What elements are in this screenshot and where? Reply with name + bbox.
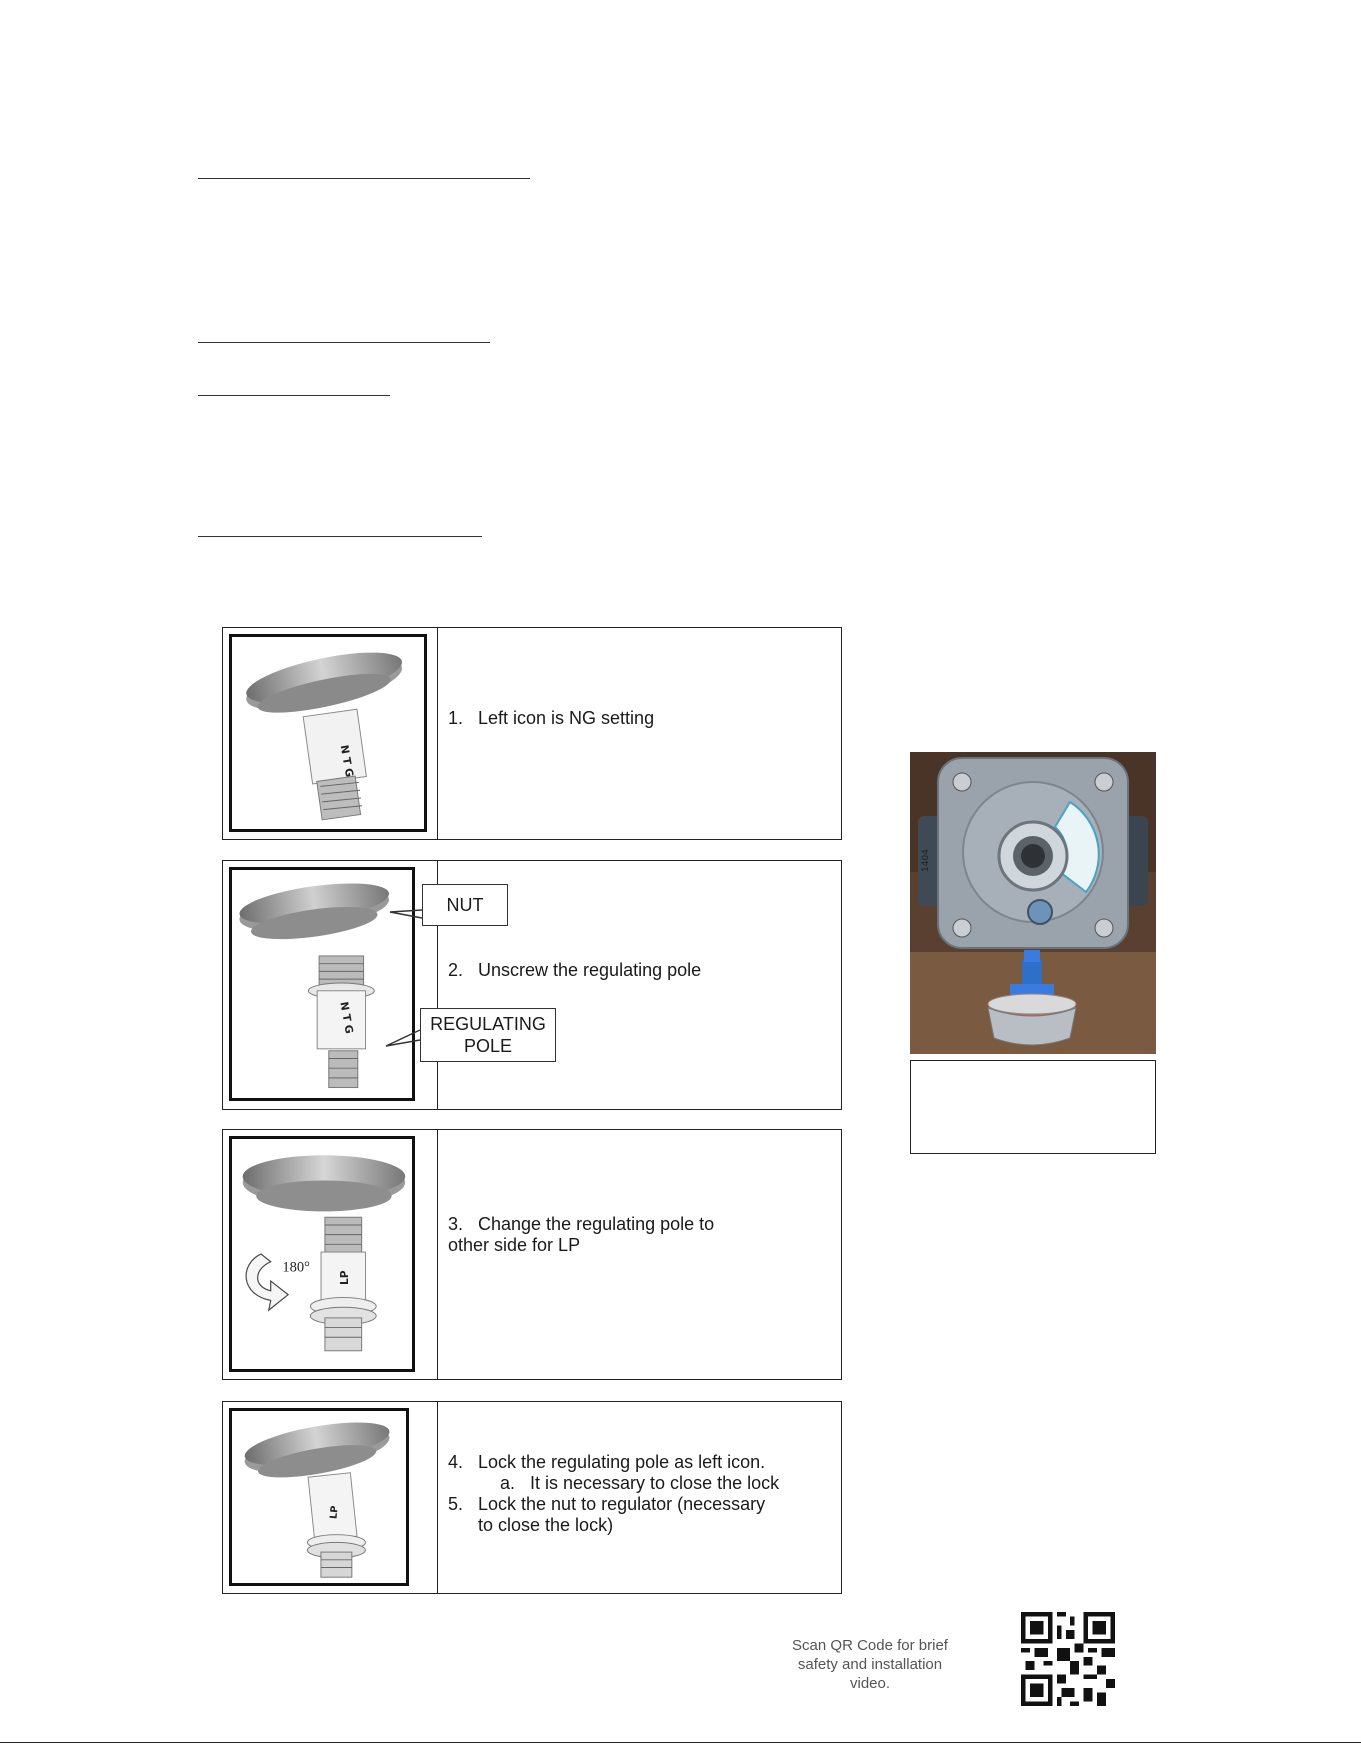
step-3-table — [222, 1129, 842, 1380]
ng-setting-illustration — [229, 634, 427, 832]
nut-label: NUT — [446, 895, 484, 915]
heading-underline-3 — [198, 395, 390, 396]
step-3-text — [448, 1214, 831, 1256]
column-divider — [437, 628, 438, 839]
lp-mark: LP — [338, 1270, 352, 1285]
qr-instruction-line: video. — [849, 1675, 891, 1692]
flip-pole-illustration — [229, 1136, 415, 1372]
step-1-table — [222, 627, 842, 840]
sub-step-instruction: It is necessary to close the lock — [530, 1473, 780, 1493]
photo-caption-box — [910, 1060, 1156, 1154]
ng-mark: N T G — [337, 743, 357, 778]
step-instruction: Left icon is NG setting — [478, 708, 655, 728]
rotation-mark: 180° — [282, 1259, 310, 1276]
qr-instruction-line: safety and installation — [797, 1656, 943, 1673]
step-4-5-table — [222, 1401, 842, 1594]
step-number: 1. — [448, 708, 464, 728]
step-1-text — [448, 708, 831, 729]
unscrew-illustration — [229, 867, 415, 1101]
step-instruction-continued: other side for LP — [448, 1235, 581, 1255]
step-instruction-continued: to close the lock) — [478, 1515, 614, 1535]
sub-step-letter: a. — [500, 1473, 516, 1493]
qr-instructions — [770, 1636, 970, 1693]
page-bottom-rule — [0, 1742, 1361, 1743]
lock-pole-illustration — [229, 1408, 409, 1586]
column-divider — [437, 1402, 438, 1593]
regulating-pole-callout — [420, 1008, 556, 1062]
step-instruction: Change the regulating pole to — [478, 1214, 715, 1234]
ng-mark: N T G — [337, 1000, 356, 1035]
step-number: 4. — [448, 1452, 464, 1472]
column-divider — [437, 1130, 438, 1379]
step-instruction: Unscrew the regulating pole — [478, 960, 702, 980]
regulator-label: 1404 — [921, 849, 931, 872]
qr-code-image[interactable] — [1021, 1610, 1115, 1708]
step-4-5-text — [448, 1452, 831, 1536]
step-instruction: Lock the regulating pole as left icon. — [478, 1452, 766, 1472]
step-number: 3. — [448, 1214, 464, 1234]
lp-mark: LP — [328, 1505, 341, 1520]
step-instruction: Lock the nut to regulator (necessary — [478, 1494, 766, 1514]
callout-line: POLE — [463, 1036, 513, 1056]
heading-underline-2 — [198, 342, 490, 343]
heading-underline-4 — [198, 536, 482, 537]
heading-underline-1 — [198, 178, 530, 179]
step-number: 5. — [448, 1494, 464, 1514]
qr-instruction-line: Scan QR Code for brief — [792, 1637, 948, 1654]
nut-callout — [422, 884, 508, 926]
step-2-table — [222, 860, 842, 1110]
callout-line: REGULATING — [430, 1014, 546, 1034]
step-number: 2. — [448, 960, 464, 980]
regulator-photo — [910, 752, 1156, 1054]
step-2-text — [448, 960, 831, 981]
